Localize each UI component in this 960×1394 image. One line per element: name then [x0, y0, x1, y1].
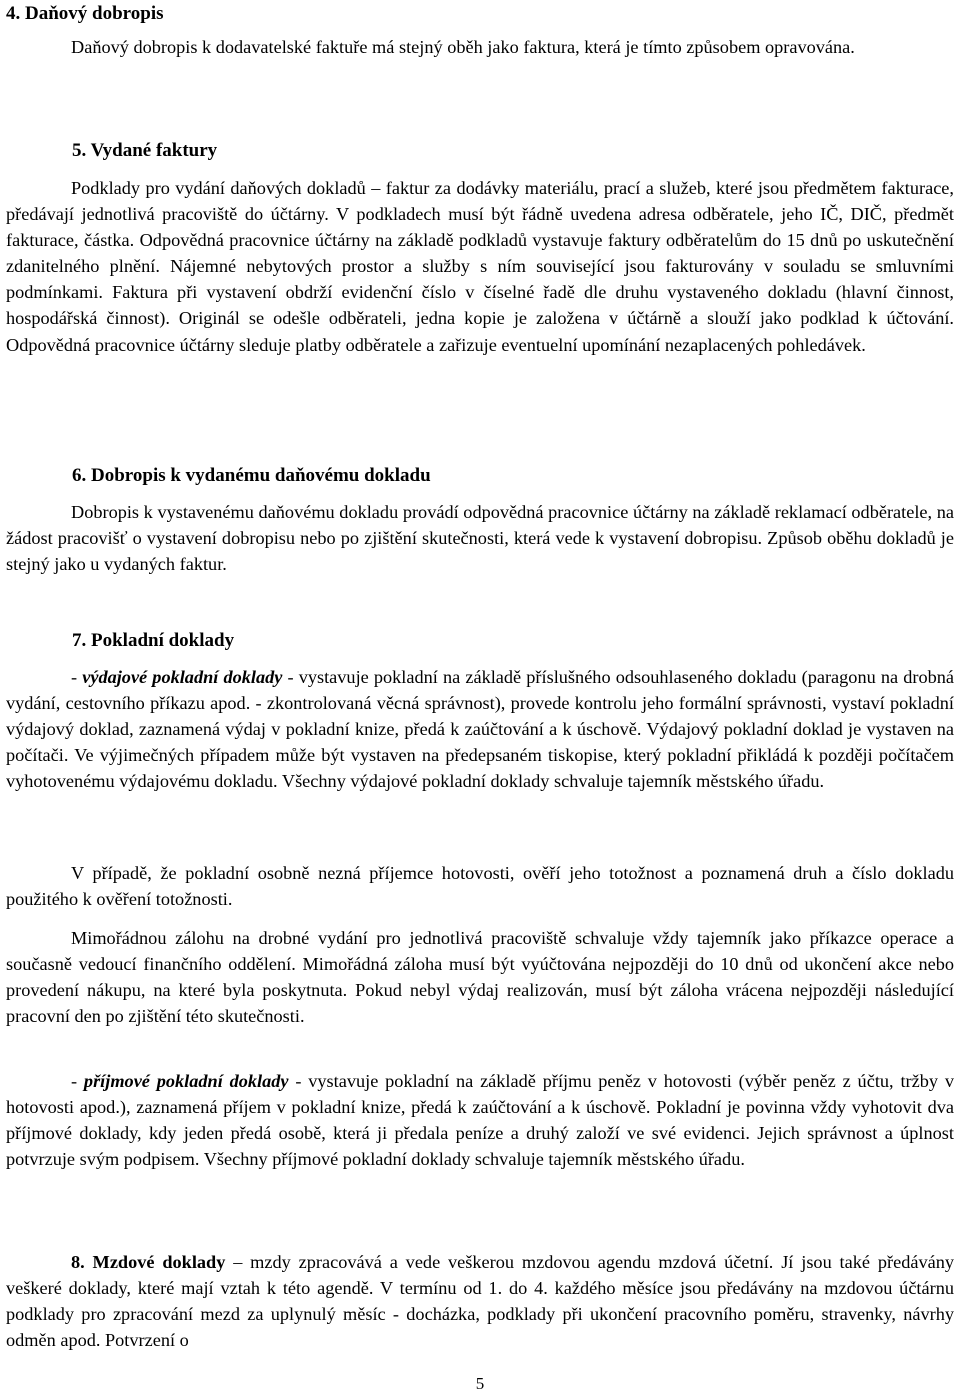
- income-documents-text: - vystavuje pokladní na základě příjmu peněz v hotovosti (výběr peněz z účtu, tržby v hotovosti apod.), zaznamená příjem v pokladní knize, předá k zaúčtování a k úschově. Pokladní je povinna vždy vyhotovit dva příjmové doklady, kdy jeden předá osobě, která ji předala peníze a druhý založí ve své evidenci. Jejich správnost a úplnost potvrzuje svým podpisem. Všechny příjmové pokladní doklady schvaluje tajemník městského úřadu.: [6, 1071, 954, 1170]
- income-documents-paragraph: [6, 1068, 954, 1172]
- section-heading-5: 5. Vydané faktury: [72, 140, 218, 161]
- section-heading-7: 7. Pokladní doklady: [72, 630, 235, 651]
- section-6-paragraph: Dobropis k vystavenému daňovému dokladu provádí odpovědná pracovnice účtárny na základě reklamací odběratele, na žádost pracovišť o vystavení dobropisu nebo po zjištění skutečnosti, která vede k vystavení dobropisu. Způsob oběhu dokladů je stejný jako u vydaných faktur.: [6, 502, 954, 575]
- section-heading-4: 4. Daňový dobropis: [6, 3, 164, 24]
- page-number: 5: [475, 1374, 485, 1393]
- expense-documents-term: výdajové pokladní doklady: [82, 667, 283, 687]
- expense-documents-text: - vystavuje pokladní na základě příslušného odsouhlaseného dokladu (paragonu na drobná vydání, cestovního příkazu apod. - zkontrolovaná věcná správnost), provede kontrolu jeho formální správnosti, vystaví pokladní výdajový doklad, zaznamená výdaj v pokladní knize, předá k zaúčtování a k úschově. Výdajový pokladní doklad je vystaven na počítači. Ve výjimečných případem může být vystaven na předepsaném tiskopise, který pokladní přikládá k později počítačem vyhotovenému výdajovému dokladu. Všechny výdajové pokladní doklady schvaluje tajemník městského úřadu.: [6, 667, 954, 792]
- section-heading-6: 6. Dobropis k vydanému daňovému dokladu: [72, 465, 431, 486]
- section-4-paragraph: Daňový dobropis k dodavatelské faktuře má stejný oběh jako faktura, která je tímto způsobem opravována.: [71, 37, 855, 57]
- section-8-text: – mzdy zpracovává a vede veškerou mzdovou agendu mzdová účetní. Jí jsou také předávány veškeré doklady, které mají vztah k této agendě. V termínu od 1. do 4. každého měsíce jsou předávány na mzdovou účtárnu podklady pro zpracování mezd za uplynulý měsíc - docházka, podklady při ukončení pracovního poměru, stravenky, návrhy odměn apod. Potvrzení o: [6, 1252, 954, 1351]
- section-heading-8: 8. Mzdové doklady: [71, 1252, 226, 1272]
- section-5-paragraph: Podklady pro vydání daňových dokladů – faktur za dodávky materiálu, prací a služeb, které jsou předmětem fakturace, předávají jednotlivá pracoviště do účtárny. V podkladech musí být řádně uvedena adresa odběratele, jeho IČ, DIČ, předmět fakturace, částka. Odpovědná pracovnice účtárny na základě podkladů vystavuje faktury odběratelům do 15 dnů po uskutečnění zdanitelného plnění. Nájemné nebytových prostor a služby s ním související jsou fakturovány v souladu se smluvními podmínkami. Faktura při vystavení obdrží evidenční číslo v číselné řadě dle druhu vystaveného dokladu (hlavní činnost, hospodářská činnost). Originál se odešle odběrateli, jedna kopie je založena v účtárně a slouží jako podklad k účtování. Odpovědná pracovnice účtárny sleduje platby odběratele a zařizuje eventuelní upomínání nezaplacených pohledávek.: [6, 178, 954, 355]
- identity-verification-paragraph: V případě, že pokladní osobně nezná příjemce hotovosti, ověří jeho totožnost a poznamená druh a číslo dokladu použitého k ověření totožnosti.: [6, 863, 954, 910]
- expense-lead: -: [71, 667, 83, 687]
- expense-documents-paragraph: [6, 664, 954, 794]
- income-lead: -: [71, 1071, 84, 1091]
- section-8-paragraph: [6, 1249, 954, 1353]
- extraordinary-advance-paragraph: Mimořádnou zálohu na drobné vydání pro jednotlivá pracoviště schvaluje vždy tajemník jako příkazce operace a současně vedoucí finančního oddělení. Mimořádná záloha musí být vyúčtována nejpozději do 10 dnů od ukončení akce nebo provedení nákupu, na které byla poskytnuta. Pokud nebyl výdaj realizován, musí být záloha vrácena nejpozději následující pracovní den po zjištění této skutečnosti.: [6, 928, 954, 1027]
- income-documents-term: příjmové pokladní doklady: [83, 1071, 289, 1091]
